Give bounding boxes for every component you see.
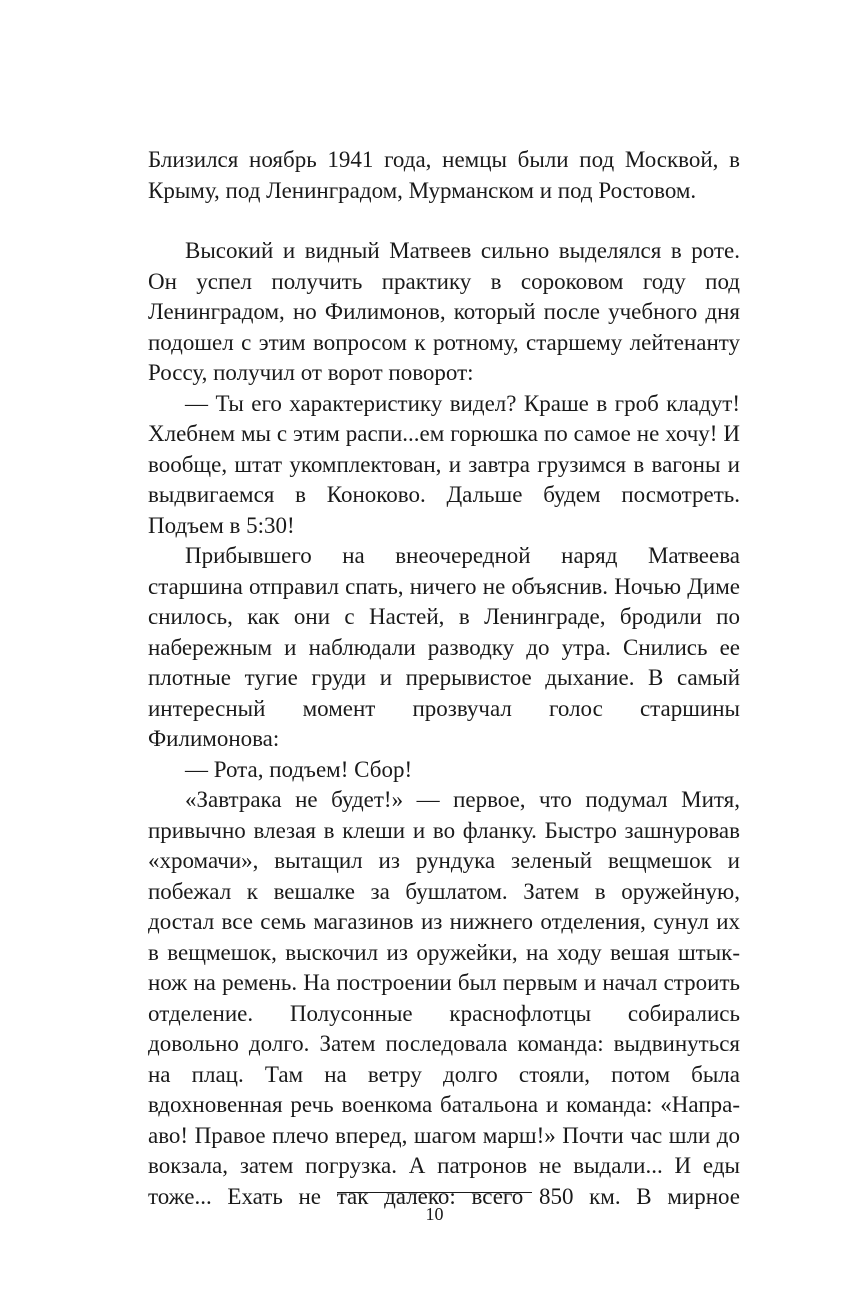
dialogue-paragraph: — Рота, подъем! Сбор!	[185, 756, 413, 782]
page-body	[148, 145, 740, 1212]
body-text	[148, 145, 740, 1212]
page-number: 10	[425, 1204, 444, 1224]
footer-rule	[337, 1192, 532, 1193]
paragraph: «Завтрака не будет!» — первое, что подумал Митя, привычно влезая в клеши и во фланку. Быстро зашнуровав «хромачи», вытащил из рундука зеленый вещмешок и побежал к вешалке за бушлатом. Затем в оружейную, достал все семь магазинов из нижнего отделения, сунул их в вещмешок, выскочил из оружейки, на ходу вешая штык-нож на ремень. На построении был первым и начал строить отделение. Полусонные краснофлотцы собирались довольно долго. Затем последовала команда: выдвинуться на плац. Там на ветру долго стояли, потом была вдохновенная речь военкома батальона и команда: «Напра-аво! Правое плечо вперед, шагом марш!» Почти час шли до вокзала, затем погрузка. А патронов не выдали... И еды тоже... Ехать не так далеко: всего 850 км. В мирное	[148, 787, 740, 1209]
paragraph: Высокий и видный Матвеев сильно выделялся в роте. Он успел получить практику в сороковом году под Ленинградом, но Филимонов, который после учебного дня подошел с этим вопросом к ротному, старшему лейтенанту Россу, получил от ворот поворот:	[148, 238, 740, 385]
dialogue-paragraph: — Ты его характеристику видел? Краше в гроб кладут! Хлебнем мы с этим распи...ем горюшка по самое не хочу! И вообще, штат укомплектован, и завтра грузимся в вагоны и выдвигаемся в Коноково. Дальше будем посмотреть. Подъем в 5:30!	[148, 390, 740, 538]
paragraph: Прибывшего на внеочередной наряд Матвеева старшина отправил спать, ничего не объяснив. Ночью Диме снилось, как они с Настей, в Ленинграде, бродили по набережным и наблюдали разводку до утра. Снились ее плотные тугие груди и прерывистое дыхание. В самый интересный момент прозвучал голос старшины Филимонова:	[148, 543, 740, 751]
paragraph: Близился ноябрь 1941 года, немцы были под Москвой, в Крыму, под Ленинградом, Мурманском и под Ростовом.	[148, 147, 740, 203]
